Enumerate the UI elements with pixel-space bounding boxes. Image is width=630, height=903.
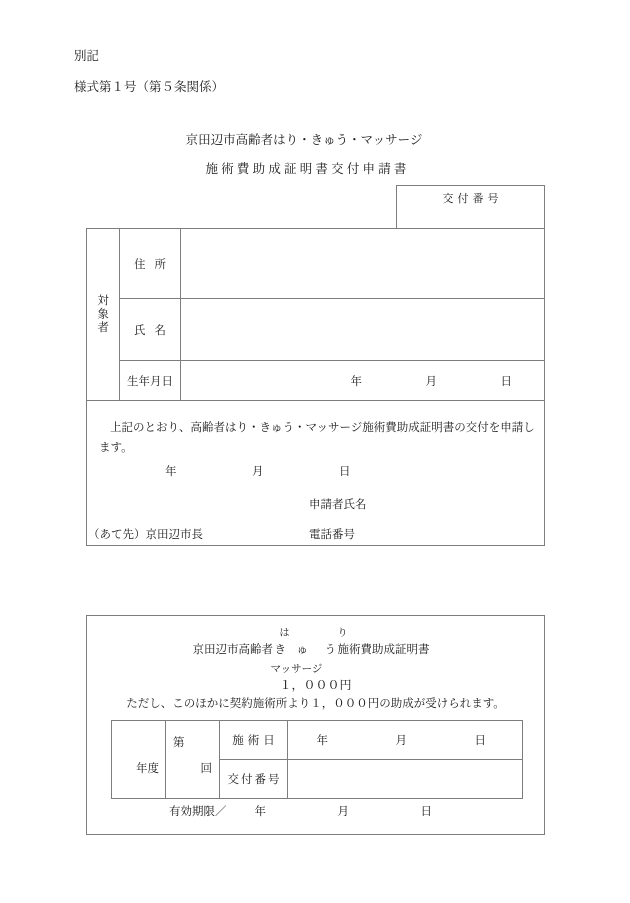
form-title: [0, 134, 630, 175]
certificate-heading-main: [87, 635, 544, 656]
option-u: う: [324, 642, 336, 656]
appendix-label: 別記: [74, 48, 100, 63]
treatment-date-label-cell: [220, 721, 288, 759]
name-input-cell[interactable]: [181, 299, 544, 360]
form-title-line1: 京田辺市高齢者はり・きゅう・マッサージ: [185, 132, 423, 147]
table-row-name: [120, 299, 544, 361]
applicant-name-label[interactable]: 申請者氏名: [309, 497, 367, 511]
fiscal-year-label: 年度: [136, 760, 159, 775]
certificate-heading-ruby-bottom: [87, 656, 544, 673]
treatment-date-ymd-marks: 年 月 日: [316, 733, 514, 747]
certificate-grid-wrap: [112, 721, 522, 799]
issue-number-label: 交付番号: [442, 192, 503, 205]
birthdate-ymd-marks: 年 月 日: [350, 373, 538, 388]
certificate-grid-right: [220, 721, 522, 799]
option-ki: き: [274, 642, 286, 656]
table-row-address: [120, 229, 544, 299]
fiscal-year-cell[interactable]: [112, 721, 166, 799]
treatment-date-label: 施術日: [232, 733, 279, 747]
issue-number-input-cell[interactable]: [288, 760, 522, 798]
declaration-date-line[interactable]: 年 月 日: [165, 464, 383, 478]
address-label-cell: [120, 229, 181, 298]
certificate-heading-stack: [87, 622, 544, 673]
kai-label: 回: [200, 760, 212, 775]
certificate-note: ただし、このほかに契約施術所より１，０００円の助成が受けられます。: [126, 696, 505, 710]
certificate-block: [86, 615, 545, 835]
option-yu: ゅ: [296, 642, 308, 656]
expiry-ymd-marks[interactable]: 年 月 日: [254, 804, 462, 818]
certificate-heading-suffix: 施術費助成証明書: [337, 642, 430, 656]
applicant-fields: [120, 229, 544, 400]
birthdate-label-cell: [120, 361, 181, 400]
birthdate-label: 生年月日: [127, 373, 173, 388]
certificate-heading: [87, 616, 544, 678]
applicant-table-upper: [87, 229, 544, 400]
table-row-issue-number: [220, 760, 522, 799]
expiry-label: 有効期限／: [169, 804, 227, 818]
subject-side-label-cell: [87, 229, 120, 400]
visit-count-cell[interactable]: [166, 721, 220, 799]
address-label: 住所: [134, 256, 175, 271]
birthdate-input-cell[interactable]: [181, 361, 544, 400]
issue-number-label-cell: [220, 760, 288, 798]
form-title-line2: 施術費助成証明書交付申請書: [205, 160, 410, 176]
issue-number-box[interactable]: [396, 185, 545, 229]
certificate-grid: [111, 720, 523, 799]
ruby-ri: り: [337, 628, 348, 639]
ruby-massage: マッサージ: [270, 663, 323, 675]
declaration-text: 上記のとおり、高齢者はり・きゅう・マッサージ施術費助成証明書の交付を申請します。: [99, 420, 535, 455]
certificate-heading-prefix: 京田辺市高齢者: [192, 642, 273, 656]
ruby-ha: は: [279, 628, 290, 639]
applicant-table: [86, 228, 545, 546]
addressee-label: （あて先）京田辺市長: [88, 527, 203, 541]
address-input-cell[interactable]: [181, 229, 544, 298]
certificate-heading-ruby-top: [87, 622, 544, 639]
table-row-birthdate: [120, 361, 544, 400]
name-label-cell: [120, 299, 181, 360]
certificate-amount: １，０００円: [279, 678, 352, 692]
form-number-label: 様式第１号（第５条関係）: [74, 79, 225, 94]
dai-label: 第: [173, 735, 185, 749]
issue-number-grid-label: 交付番号: [227, 772, 282, 786]
telephone-label[interactable]: 電話番号: [309, 527, 355, 541]
declaration-cell: [87, 400, 544, 545]
name-label: 氏名: [134, 322, 175, 337]
table-row-treatment-date: [220, 721, 522, 760]
treatment-date-input-cell[interactable]: [288, 721, 522, 759]
expiry-line: [87, 806, 544, 818]
subject-side-label: 対象者: [96, 294, 111, 335]
